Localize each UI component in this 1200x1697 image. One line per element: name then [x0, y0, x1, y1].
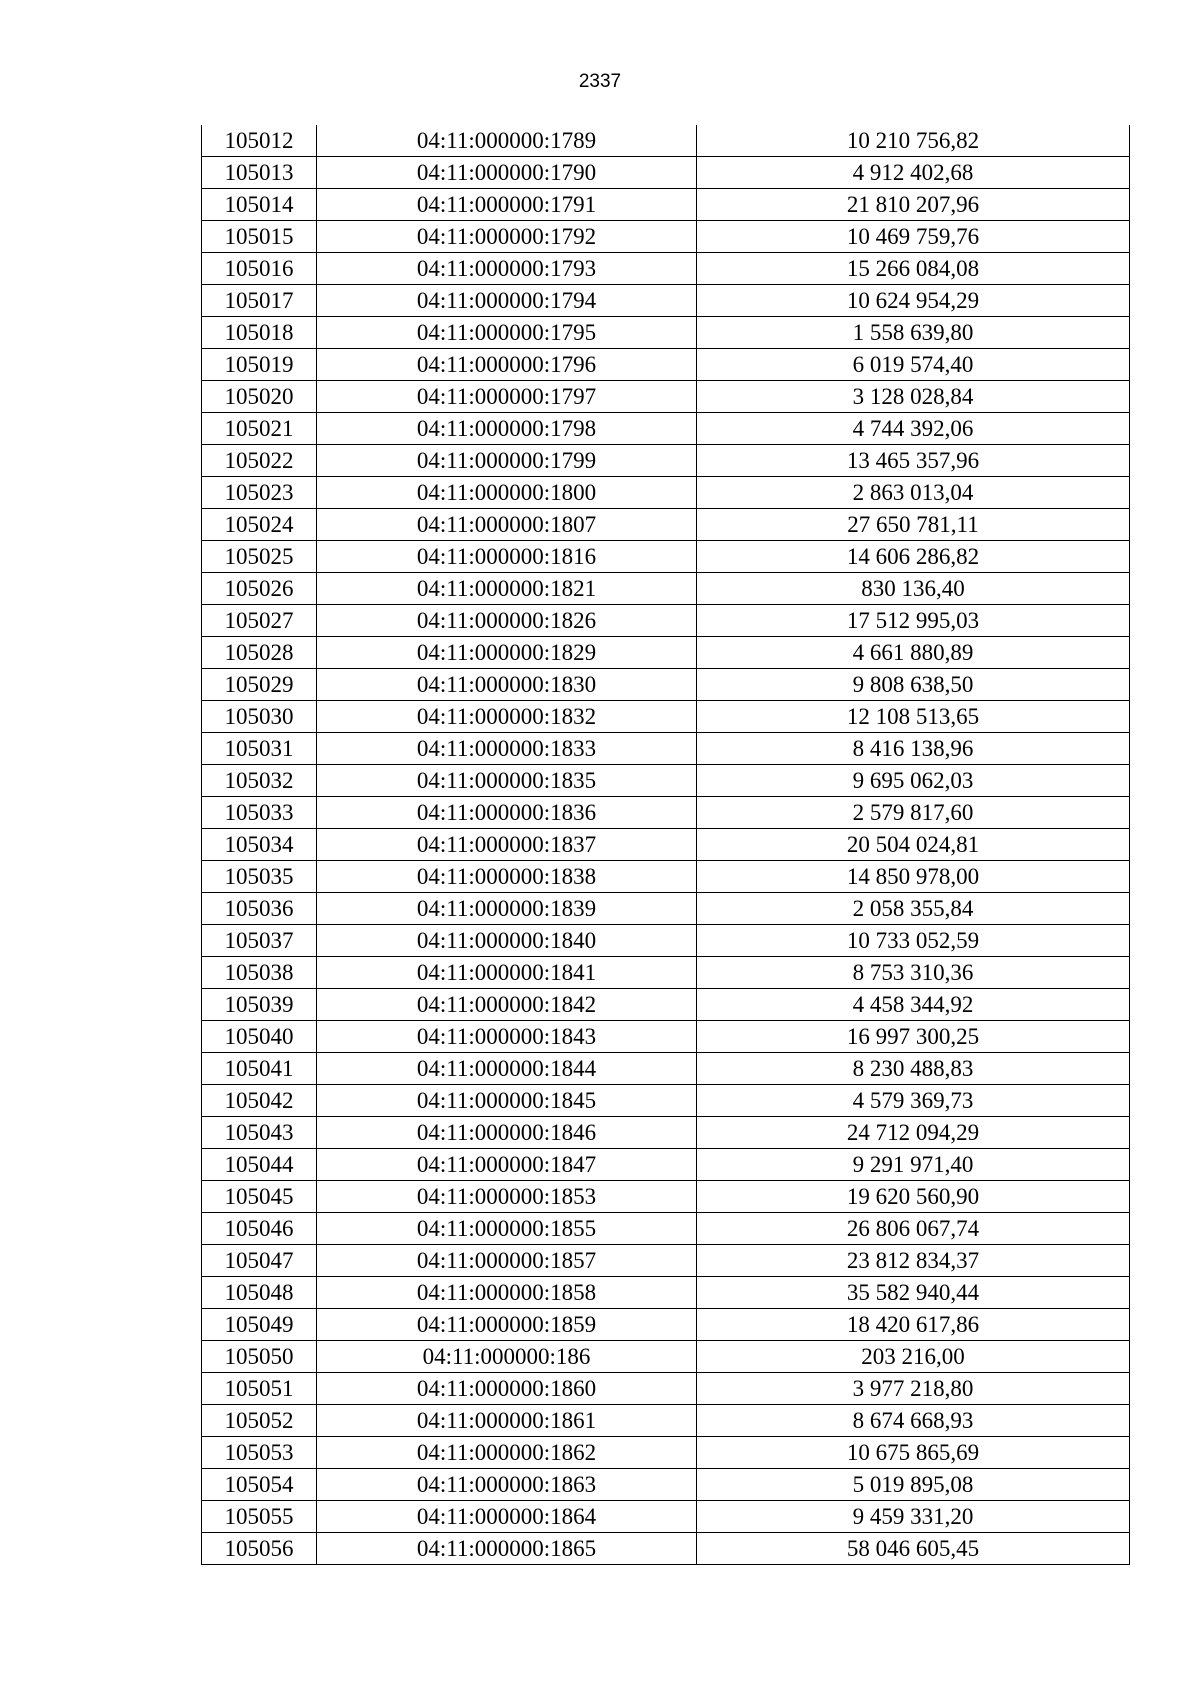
- table-row: [202, 1245, 1130, 1277]
- row-number-cell: 105033: [202, 797, 317, 829]
- value-cell: 8 674 668,93: [697, 1405, 1130, 1437]
- value-cell: 13 465 357,96: [697, 445, 1130, 477]
- table-row: [202, 1309, 1130, 1341]
- row-number-cell: 105047: [202, 1245, 317, 1277]
- value-cell: 3 977 218,80: [697, 1373, 1130, 1405]
- table-row: [202, 1213, 1130, 1245]
- row-number-cell: 105041: [202, 1053, 317, 1085]
- row-number-cell: 105013: [202, 157, 317, 189]
- value-cell: 21 810 207,96: [697, 189, 1130, 221]
- cadastral-number-cell: 04:11:000000:1793: [317, 253, 697, 285]
- cadastral-number-cell: 04:11:000000:1796: [317, 349, 697, 381]
- row-number-cell: 105046: [202, 1213, 317, 1245]
- row-number-cell: 105051: [202, 1373, 317, 1405]
- value-cell: 14 606 286,82: [697, 541, 1130, 573]
- table-row: [202, 1117, 1130, 1149]
- cadastral-number-cell: 04:11:000000:1842: [317, 989, 697, 1021]
- row-number-cell: 105028: [202, 637, 317, 669]
- value-cell: 1 558 639,80: [697, 317, 1130, 349]
- cadastral-number-cell: 04:11:000000:1798: [317, 413, 697, 445]
- row-number-cell: 105027: [202, 605, 317, 637]
- table-row: [202, 573, 1130, 605]
- registry-table: [201, 125, 1130, 1565]
- row-number-cell: 105029: [202, 669, 317, 701]
- table-row: [202, 445, 1130, 477]
- table-row: [202, 381, 1130, 413]
- row-number-cell: 105043: [202, 1117, 317, 1149]
- table-row: [202, 1533, 1130, 1565]
- row-number-cell: 105017: [202, 285, 317, 317]
- page-number: 2337: [578, 71, 622, 92]
- row-number-cell: 105012: [202, 125, 317, 157]
- row-number-cell: 105049: [202, 1309, 317, 1341]
- cadastral-number-cell: 04:11:000000:186: [317, 1341, 697, 1373]
- table-row: [202, 317, 1130, 349]
- table-row: [202, 861, 1130, 893]
- cadastral-number-cell: 04:11:000000:1826: [317, 605, 697, 637]
- table-row: [202, 285, 1130, 317]
- table-row: [202, 765, 1130, 797]
- cadastral-number-cell: 04:11:000000:1846: [317, 1117, 697, 1149]
- cadastral-number-cell: 04:11:000000:1838: [317, 861, 697, 893]
- value-cell: 4 458 344,92: [697, 989, 1130, 1021]
- row-number-cell: 105024: [202, 509, 317, 541]
- value-cell: 9 459 331,20: [697, 1501, 1130, 1533]
- table-row: [202, 349, 1130, 381]
- table-row: [202, 1149, 1130, 1181]
- table-row: [202, 1437, 1130, 1469]
- row-number-cell: 105022: [202, 445, 317, 477]
- value-cell: 4 744 392,06: [697, 413, 1130, 445]
- table-row: [202, 605, 1130, 637]
- registry-table-body: [202, 125, 1130, 1565]
- value-cell: 9 695 062,03: [697, 765, 1130, 797]
- table-row: [202, 989, 1130, 1021]
- table-row: [202, 509, 1130, 541]
- row-number-cell: 105026: [202, 573, 317, 605]
- value-cell: 4 579 369,73: [697, 1085, 1130, 1117]
- table-row: [202, 797, 1130, 829]
- row-number-cell: 105030: [202, 701, 317, 733]
- value-cell: 3 128 028,84: [697, 381, 1130, 413]
- value-cell: 2 058 355,84: [697, 893, 1130, 925]
- row-number-cell: 105048: [202, 1277, 317, 1309]
- table-row: [202, 1341, 1130, 1373]
- row-number-cell: 105015: [202, 221, 317, 253]
- table-row: [202, 477, 1130, 509]
- row-number-cell: 105055: [202, 1501, 317, 1533]
- cadastral-number-cell: 04:11:000000:1821: [317, 573, 697, 605]
- cadastral-number-cell: 04:11:000000:1797: [317, 381, 697, 413]
- table-row: [202, 637, 1130, 669]
- value-cell: 203 216,00: [697, 1341, 1130, 1373]
- cadastral-number-cell: 04:11:000000:1789: [317, 125, 697, 157]
- table-row: [202, 189, 1130, 221]
- value-cell: 10 624 954,29: [697, 285, 1130, 317]
- row-number-cell: 105019: [202, 349, 317, 381]
- table-row: [202, 1469, 1130, 1501]
- cadastral-number-cell: 04:11:000000:1799: [317, 445, 697, 477]
- value-cell: 4 912 402,68: [697, 157, 1130, 189]
- cadastral-number-cell: 04:11:000000:1792: [317, 221, 697, 253]
- cadastral-number-cell: 04:11:000000:1855: [317, 1213, 697, 1245]
- value-cell: 26 806 067,74: [697, 1213, 1130, 1245]
- table-row: [202, 925, 1130, 957]
- table-row: [202, 541, 1130, 573]
- cadastral-number-cell: 04:11:000000:1829: [317, 637, 697, 669]
- value-cell: 23 812 834,37: [697, 1245, 1130, 1277]
- table-row: [202, 669, 1130, 701]
- table-row: [202, 1501, 1130, 1533]
- row-number-cell: 105038: [202, 957, 317, 989]
- value-cell: 5 019 895,08: [697, 1469, 1130, 1501]
- row-number-cell: 105034: [202, 829, 317, 861]
- row-number-cell: 105035: [202, 861, 317, 893]
- cadastral-number-cell: 04:11:000000:1845: [317, 1085, 697, 1117]
- table-row: [202, 893, 1130, 925]
- value-cell: 9 808 638,50: [697, 669, 1130, 701]
- cadastral-number-cell: 04:11:000000:1836: [317, 797, 697, 829]
- value-cell: 35 582 940,44: [697, 1277, 1130, 1309]
- row-number-cell: 105040: [202, 1021, 317, 1053]
- value-cell: 15 266 084,08: [697, 253, 1130, 285]
- cadastral-number-cell: 04:11:000000:1861: [317, 1405, 697, 1437]
- value-cell: 8 230 488,83: [697, 1053, 1130, 1085]
- cadastral-number-cell: 04:11:000000:1847: [317, 1149, 697, 1181]
- value-cell: 12 108 513,65: [697, 701, 1130, 733]
- cadastral-number-cell: 04:11:000000:1791: [317, 189, 697, 221]
- cadastral-number-cell: 04:11:000000:1864: [317, 1501, 697, 1533]
- value-cell: 58 046 605,45: [697, 1533, 1130, 1565]
- row-number-cell: 105039: [202, 989, 317, 1021]
- value-cell: 14 850 978,00: [697, 861, 1130, 893]
- value-cell: 6 019 574,40: [697, 349, 1130, 381]
- table-row: [202, 125, 1130, 157]
- row-number-cell: 105056: [202, 1533, 317, 1565]
- cadastral-number-cell: 04:11:000000:1843: [317, 1021, 697, 1053]
- value-cell: 9 291 971,40: [697, 1149, 1130, 1181]
- value-cell: 17 512 995,03: [697, 605, 1130, 637]
- value-cell: 2 579 817,60: [697, 797, 1130, 829]
- cadastral-number-cell: 04:11:000000:1862: [317, 1437, 697, 1469]
- row-number-cell: 105025: [202, 541, 317, 573]
- table-row: [202, 221, 1130, 253]
- cadastral-number-cell: 04:11:000000:1807: [317, 509, 697, 541]
- cadastral-number-cell: 04:11:000000:1860: [317, 1373, 697, 1405]
- value-cell: 10 469 759,76: [697, 221, 1130, 253]
- table-row: [202, 1277, 1130, 1309]
- cadastral-number-cell: 04:11:000000:1858: [317, 1277, 697, 1309]
- row-number-cell: 105044: [202, 1149, 317, 1181]
- row-number-cell: 105053: [202, 1437, 317, 1469]
- cadastral-number-cell: 04:11:000000:1859: [317, 1309, 697, 1341]
- cadastral-number-cell: 04:11:000000:1839: [317, 893, 697, 925]
- table-row: [202, 701, 1130, 733]
- row-number-cell: 105016: [202, 253, 317, 285]
- row-number-cell: 105023: [202, 477, 317, 509]
- row-number-cell: 105036: [202, 893, 317, 925]
- value-cell: 19 620 560,90: [697, 1181, 1130, 1213]
- cadastral-number-cell: 04:11:000000:1790: [317, 157, 697, 189]
- table-row: [202, 957, 1130, 989]
- cadastral-number-cell: 04:11:000000:1865: [317, 1533, 697, 1565]
- cadastral-number-cell: 04:11:000000:1837: [317, 829, 697, 861]
- table-row: [202, 1405, 1130, 1437]
- row-number-cell: 105031: [202, 733, 317, 765]
- cadastral-number-cell: 04:11:000000:1863: [317, 1469, 697, 1501]
- cadastral-number-cell: 04:11:000000:1833: [317, 733, 697, 765]
- table-row: [202, 1181, 1130, 1213]
- value-cell: 8 416 138,96: [697, 733, 1130, 765]
- table-row: [202, 829, 1130, 861]
- cadastral-number-cell: 04:11:000000:1816: [317, 541, 697, 573]
- row-number-cell: 105021: [202, 413, 317, 445]
- value-cell: 27 650 781,11: [697, 509, 1130, 541]
- table-row: [202, 1085, 1130, 1117]
- row-number-cell: 105018: [202, 317, 317, 349]
- table-row: [202, 733, 1130, 765]
- table-row: [202, 1053, 1130, 1085]
- value-cell: 16 997 300,25: [697, 1021, 1130, 1053]
- cadastral-number-cell: 04:11:000000:1835: [317, 765, 697, 797]
- table-row: [202, 157, 1130, 189]
- row-number-cell: 105042: [202, 1085, 317, 1117]
- value-cell: 24 712 094,29: [697, 1117, 1130, 1149]
- value-cell: 2 863 013,04: [697, 477, 1130, 509]
- value-cell: 830 136,40: [697, 573, 1130, 605]
- row-number-cell: 105020: [202, 381, 317, 413]
- row-number-cell: 105050: [202, 1341, 317, 1373]
- value-cell: 10 675 865,69: [697, 1437, 1130, 1469]
- row-number-cell: 105052: [202, 1405, 317, 1437]
- row-number-cell: 105014: [202, 189, 317, 221]
- cadastral-number-cell: 04:11:000000:1857: [317, 1245, 697, 1277]
- value-cell: 4 661 880,89: [697, 637, 1130, 669]
- cadastral-number-cell: 04:11:000000:1844: [317, 1053, 697, 1085]
- value-cell: 10 733 052,59: [697, 925, 1130, 957]
- value-cell: 8 753 310,36: [697, 957, 1130, 989]
- cadastral-number-cell: 04:11:000000:1841: [317, 957, 697, 989]
- cadastral-number-cell: 04:11:000000:1840: [317, 925, 697, 957]
- table-row: [202, 1021, 1130, 1053]
- value-cell: 18 420 617,86: [697, 1309, 1130, 1341]
- cadastral-number-cell: 04:11:000000:1794: [317, 285, 697, 317]
- table-row: [202, 253, 1130, 285]
- row-number-cell: 105054: [202, 1469, 317, 1501]
- row-number-cell: 105032: [202, 765, 317, 797]
- cadastral-number-cell: 04:11:000000:1832: [317, 701, 697, 733]
- cadastral-number-cell: 04:11:000000:1853: [317, 1181, 697, 1213]
- cadastral-number-cell: 04:11:000000:1800: [317, 477, 697, 509]
- cadastral-number-cell: 04:11:000000:1795: [317, 317, 697, 349]
- row-number-cell: 105037: [202, 925, 317, 957]
- table-row: [202, 413, 1130, 445]
- cadastral-number-cell: 04:11:000000:1830: [317, 669, 697, 701]
- value-cell: 20 504 024,81: [697, 829, 1130, 861]
- row-number-cell: 105045: [202, 1181, 317, 1213]
- value-cell: 10 210 756,82: [697, 125, 1130, 157]
- table-row: [202, 1373, 1130, 1405]
